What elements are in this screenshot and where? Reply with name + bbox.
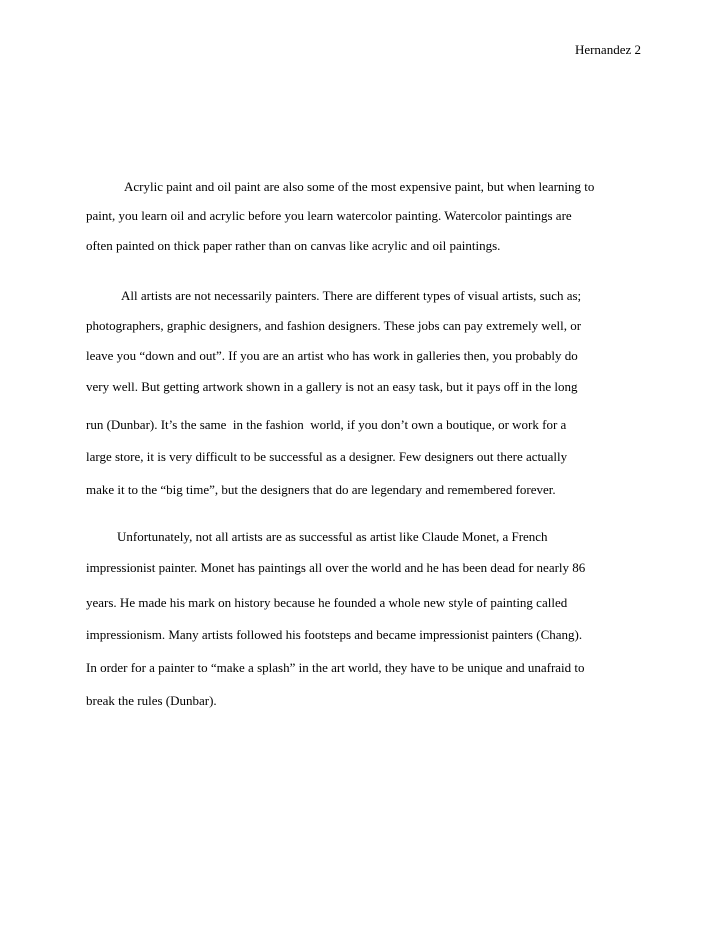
paragraph-2-line-6: large store, it is very difficult to be successful as a designer. Few designers out there actually	[86, 449, 568, 464]
paragraph-3-line-2: impressionist painter. Monet has paintings all over the world and he has been dead for nearly 86	[86, 560, 586, 575]
paragraph-3-line-5: In order for a painter to “make a splash” in the art world, they have to be unique and unafraid to	[86, 660, 585, 675]
paragraph-2-line-4: very well. But getting artwork shown in a gallery is not an easy task, but it pays off in the long	[86, 379, 578, 394]
paragraph-1-line-2: paint, you learn oil and acrylic before you learn watercolor painting. Watercolor paintings are	[86, 208, 572, 223]
paragraph-1-line-3: often painted on thick paper rather than on canvas like acrylic and oil paintings.	[86, 238, 501, 253]
running-head: Hernandez 2	[574, 42, 641, 57]
paragraph-2-line-2: photographers, graphic designers, and fashion designers. These jobs can pay extremely well, or	[86, 318, 582, 333]
paragraph-2-line-5: run (Dunbar). It’s the same in the fashion world, if you don’t own a boutique, or work for a	[86, 417, 567, 432]
paragraph-1-line-1: Acrylic paint and oil paint are also some of the most expensive paint, but when learning to	[124, 179, 595, 194]
paragraph-3-line-4: impressionism. Many artists followed his footsteps and became impressionist painters (Chang).	[86, 627, 583, 642]
paragraph-2-line-1: All artists are not necessarily painters. There are different types of visual artists, such as;	[121, 288, 582, 303]
paragraph-3-line-1: Unfortunately, not all artists are as successful as artist like Claude Monet, a French	[117, 529, 548, 544]
paragraph-3-line-6: break the rules (Dunbar).	[86, 693, 217, 708]
paragraph-2-line-3: leave you “down and out”. If you are an artist who has work in galleries then, you probably do	[86, 348, 578, 363]
paragraph-2-line-7: make it to the “big time”, but the designers that do are legendary and remembered forever.	[86, 482, 556, 497]
paragraph-3-line-3: years. He made his mark on history because he founded a whole new style of painting called	[86, 595, 568, 610]
